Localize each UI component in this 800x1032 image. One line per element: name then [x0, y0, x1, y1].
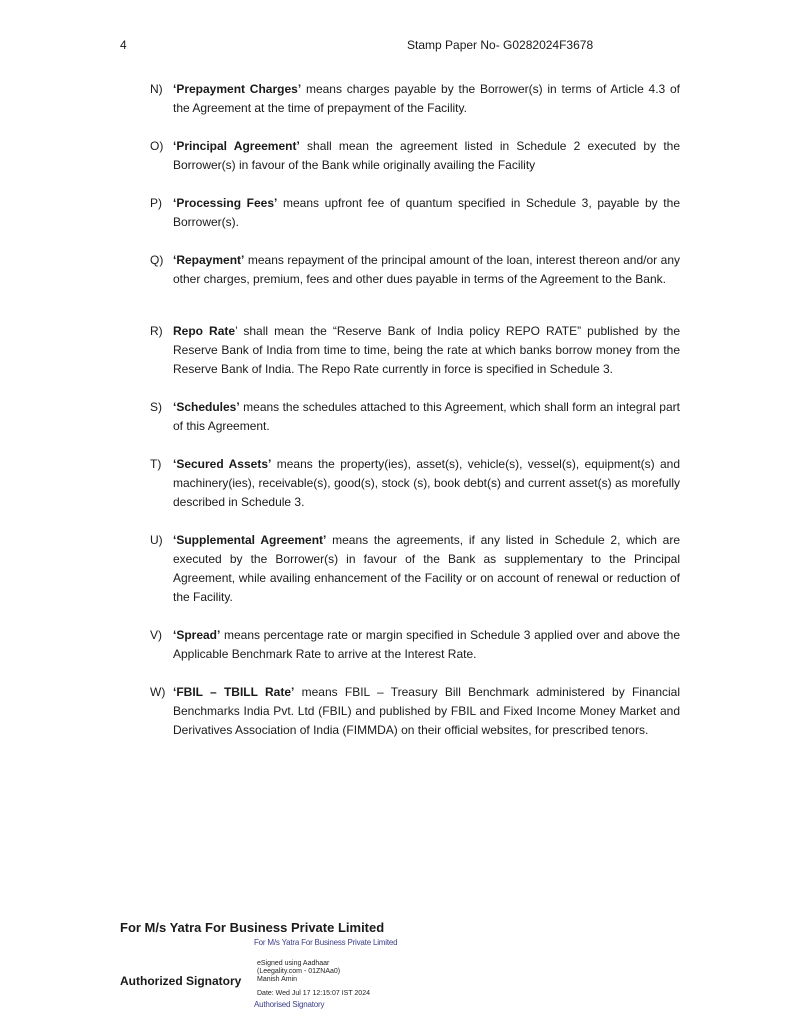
- clause-term: ‘Repayment’: [173, 253, 245, 267]
- clause-text: means repayment of the principal amount of the loan, interest thereon and/or any other charges, premium, fees and other dues payable in terms of the Agreement to the Bank.: [173, 253, 680, 286]
- esign-line: eSigned using Aadhaar: [257, 960, 330, 967]
- clause-text: means the property(ies), asset(s), vehicle(s), vessel(s), equipment(s) and machinery(ies), receivable(s), good(s), stock (s), book debt(s) and current asset(s) as morefully described in Schedule 3.: [173, 457, 680, 509]
- clause-letter: V): [150, 628, 162, 642]
- esign-line: Manish Amin: [257, 976, 298, 983]
- clause-letter: Q): [150, 253, 164, 267]
- esign-company-stamp: For M/s Yatra For Business Private Limited: [254, 938, 398, 947]
- clause-text: means charges payable by the Borrower(s) in terms of Article 4.3 of the Agreement at the time of prepayment of the Facility.: [173, 82, 681, 115]
- company-signature-heading: For M/s Yatra For Business Private Limited: [120, 920, 385, 935]
- clause-text: ’ shall mean the “Reserve Bank of India policy REPO RATE” published by the Reserve Bank of India from time to time, being the rate at which banks borrow money from the Reserve Bank of India. The Repo Rate currently in force is specified in Schedule 3.: [173, 324, 681, 376]
- clause-s: [150, 398, 680, 436]
- esign-line: (Leegality.com - 01ZNAa0): [257, 968, 341, 975]
- clause-p: [150, 194, 680, 232]
- clause-letter: R): [150, 324, 163, 338]
- clause-letter: O): [150, 139, 164, 153]
- page-number: 4: [120, 38, 127, 52]
- clause-text: means percentage rate or margin specified in Schedule 3 applied over and above the Applicable Benchmark Rate to arrive at the Interest Rate.: [173, 628, 680, 661]
- clause-n: [150, 80, 680, 118]
- clause-t: [150, 455, 680, 512]
- clause-term: ‘Secured Assets’: [173, 457, 272, 471]
- clause-letter: N): [150, 82, 163, 96]
- clause-text: means the schedules attached to this Agreement, which shall form an integral part of this Agreement.: [173, 400, 680, 433]
- clause-letter: T): [150, 457, 162, 471]
- clause-term: ‘Prepayment Charges’: [173, 82, 302, 96]
- clause-text: shall mean the agreement listed in Schedule 2 executed by the Borrower(s) in favour of the Bank while originally availing the Facility: [173, 139, 680, 172]
- clause-term: ‘Processing Fees’: [173, 196, 278, 210]
- esign-details: [257, 960, 340, 984]
- esign-authorised-stamp: Authorised Signatory: [254, 1000, 325, 1009]
- esign-date: Date: Wed Jul 17 12:15:07 IST 2024: [257, 990, 370, 997]
- clause-term: ‘FBIL – TBILL Rate’: [173, 685, 295, 699]
- clause-w: [150, 683, 680, 740]
- clause-letter: S): [150, 400, 162, 414]
- clause-term: ‘Principal Agreement’: [173, 139, 300, 153]
- clause-u: [150, 531, 680, 607]
- clause-term: Repo Rate: [173, 324, 236, 338]
- clause-text: means FBIL – Treasury Bill Benchmark administered by Financial Benchmarks India Pvt. Ltd (FBIL) and published by FBIL and Fixed Income Money Market and Derivatives Association of India (FIMMDA) on their official websites, for prescribed tenors.: [173, 685, 680, 737]
- clause-term: ‘Spread’: [173, 628, 221, 642]
- clause-text: means upfront fee of quantum specified in Schedule 3, payable by the Borrower(s).: [173, 196, 680, 229]
- clause-v: [150, 626, 680, 664]
- clause-o: [150, 137, 680, 175]
- clause-letter: W): [150, 685, 166, 699]
- clause-text: means the agreements, if any listed in Schedule 2, which are executed by the Borrower(s) in favour of the Bank as supplementary to the Principal Agreement, while availing enhancement of the Facility or on account of renewal or reduction of the Facility.: [173, 533, 680, 604]
- clause-term: ‘Supplemental Agreement’: [173, 533, 327, 547]
- clause-q: [150, 251, 680, 289]
- clause-letter: P): [150, 196, 162, 210]
- definitions-list: [150, 80, 680, 740]
- stamp-paper-number: Stamp Paper No- G0282024F3678: [407, 38, 594, 52]
- clause-term: ‘Schedules’: [173, 400, 240, 414]
- clause-letter: U): [150, 533, 163, 547]
- authorized-signatory-label: Authorized Signatory: [120, 974, 242, 988]
- clause-r: [150, 322, 680, 379]
